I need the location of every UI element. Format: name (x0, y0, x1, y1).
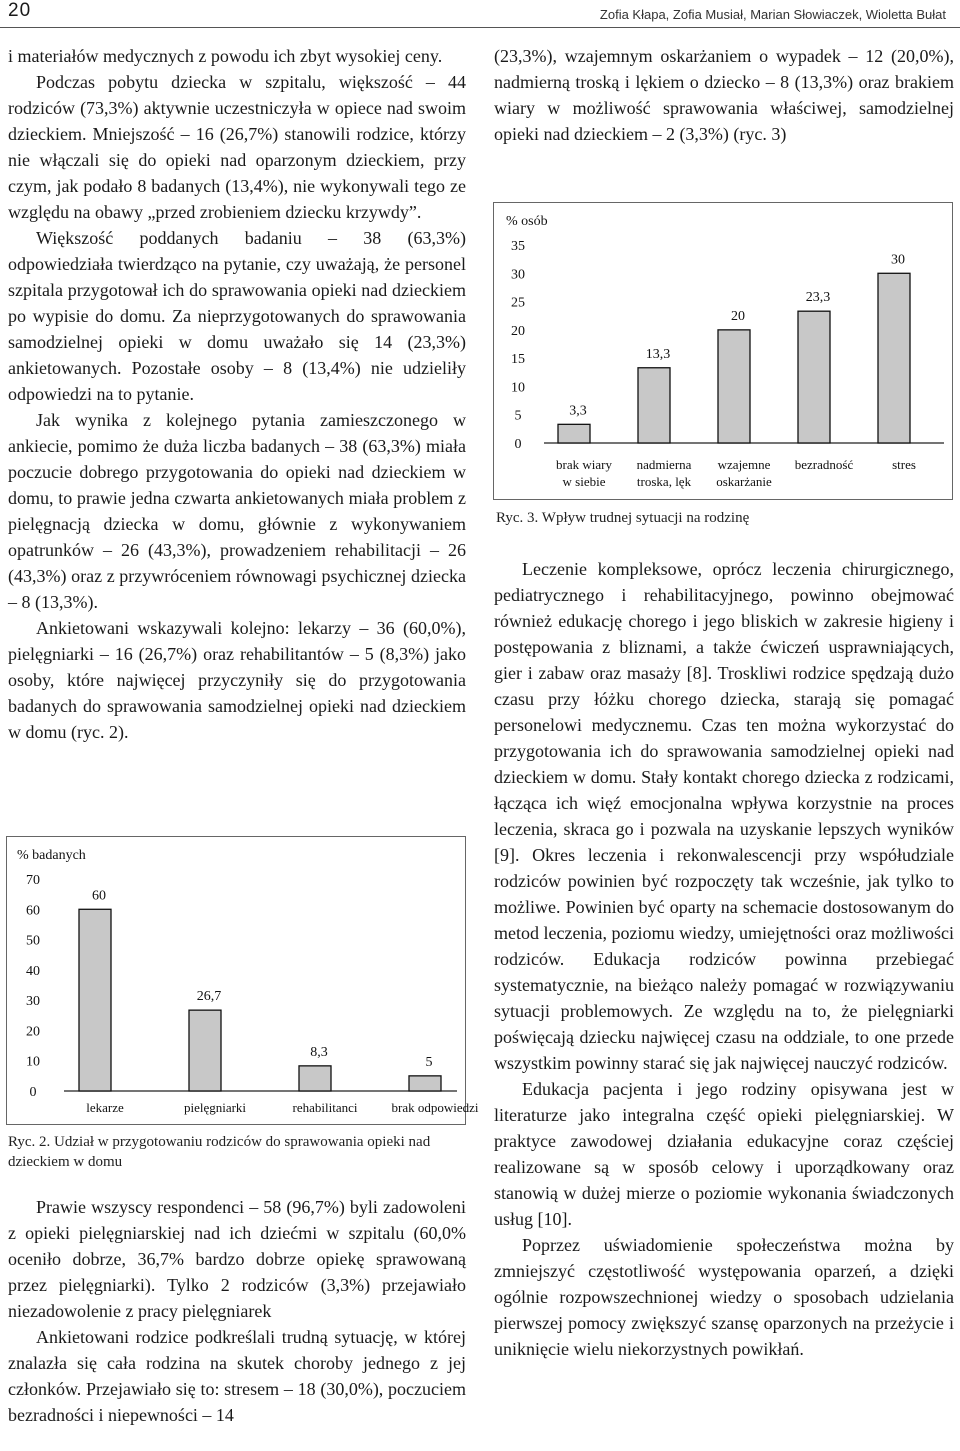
left-paragraph-5: Ankietowani wskazywali kolejno: lekarzy – 36 (60,0%), pielęgniarki – 16 (26,7%) oraz rehabilitantów – 5 (8,3%) jako osoby, które najwięcej przyczyniły się do przygotowania badanych do sprawowania samodzielnej opieki nad dzieckiem w domu (ryc. 2). (8, 618, 466, 742)
right-paragraph-1: (23,3%), wzajemnym oskarżaniem o wypadek – 12 (20,0%), nadmierną troską i lękiem o dziecko – 8 (13,3%) oraz brakiem wiary w możliwość sprawowania właściwej, samodzielnej opieki nad dzieckiem – 2 (3,3%) (ryc. 3) (494, 46, 954, 144)
figure-3-caption: Ryc. 3. Wpływ trudnej sytuacji na rodzinę (496, 510, 750, 526)
category-label: nadmierna (636, 457, 692, 472)
page-number: 20 (8, 0, 32, 21)
left-paragraph-1: i materiałów medycznych z powodu ich zbyt wysokiej ceny. (8, 46, 443, 66)
running-authors: Zofia Kłapa, Zofia Musiał, Marian Słowiaczek, Wioletta Bułat (599, 7, 946, 22)
y-axis-label: % badanych (17, 848, 86, 863)
y-tick-label: 30 (511, 267, 525, 283)
left-column-bottom (8, 1194, 466, 1428)
figure-2-caption: Ryc. 2. Udział w przygotowaniu rodziców do sprawowania opieki nad dzieckiem w domu (8, 1134, 431, 1170)
y-tick-label: 10 (26, 1054, 40, 1070)
data-label: 5 (425, 1054, 433, 1070)
category-label: brak wiary (556, 457, 612, 472)
right-column-bottom (494, 556, 954, 1362)
y-tick-label: 30 (26, 994, 40, 1010)
y-tick-label: 70 (26, 873, 40, 888)
left-paragraph-7: Ankietowani rodzice podkreślali trudną sytuację, w której znalazła się cała rodzina na skutek choroby jednego z jej członków. Przejawiało się to: stresem – 18 (30,0%), poczuciem bezradności i niepewności – 14 (8, 1327, 466, 1425)
y-tick-label: 5 (514, 408, 522, 424)
data-label: 26,7 (196, 989, 222, 1005)
data-label: 13,3 (645, 346, 671, 362)
category-label: w siebie (562, 474, 606, 489)
bar (878, 273, 910, 443)
bar (718, 330, 750, 443)
y-tick-label: 0 (514, 437, 522, 452)
data-label: 8,3 (310, 1044, 328, 1060)
chart-preparation (7, 837, 479, 1124)
left-paragraph-2: Podczas pobytu dziecka w szpitalu, większość – 44 rodziców (73,3%) aktywnie uczestniczyła w opiece nad swoim dzieckiem. Mniejszość – 16 (26,7%) stanowili rodzice, którzy nie włączali się do opieki nad oparzonym dzieckiem, przy czym, jak podało 8 badanych (13,4%), nie wykonywali tego ze względu na obawy „przed zrobieniem dziecku krzywdy”. (8, 72, 466, 222)
left-paragraph-4: Jak wynika z kolejnego pytania zamieszczonego w ankiecie, pomimo że duża liczba badanych – 38 (63,3%) miała poczucie dobrego przygotowania do opieki nad dzieckiem w domu, to prawie jedna czwarta ankietowanych miała problem z pielęgnacją dziecka w domu, głównie z wykonywaniem opatrunków – 26 (43,3%), prowadzeniem rehabilitacji – 26 (43,3%) oraz z przywróceniem równowagi psychicznej dziecka – 8 (13,3%). (8, 410, 466, 612)
category-label: brak odpowiedzi (391, 1100, 479, 1115)
bar (798, 311, 830, 443)
chart-family-impact (494, 203, 952, 499)
right-paragraph-3: Edukacja pacjenta i jego rodziny opisywana jest w literaturze jako integralna część opieki pielęgniarskiej. W praktyce zawodowej działania edukacyjne coraz częściej realizowane są w sposób celowy i uporządkowany oraz stanowią w dużej mierze o poziomie wykonania świadczonych usług [10]. (494, 1079, 954, 1229)
category-label: stres (892, 457, 916, 472)
bar (299, 1066, 331, 1091)
y-tick-label: 0 (29, 1085, 37, 1100)
page-header (0, 0, 960, 34)
figure-2-chart (6, 836, 479, 1125)
figure-3-chart (493, 202, 953, 500)
y-tick-label: 40 (26, 963, 40, 979)
category-label: troska, lęk (636, 474, 692, 489)
category-label: wzajemne (717, 457, 771, 472)
y-tick-label: 50 (26, 933, 40, 949)
right-column-top (494, 43, 954, 147)
left-paragraph-3: Większość poddanych badaniu – 38 (63,3%) odpowiedziała twierdząco na pytanie, czy uważają, że personel szpitala przygotował ich do sprawowania opieki nad dzieckiem po wypisie do domu. Za nieprzygotowanych do sprawowania samodzielnej opieki w domu uważało się 14 (23,3%) ankietowanych. Pozostałe osoby – 8 (13,4%) nie udzieliły odpowiedzi na to pytanie. (8, 228, 466, 404)
y-tick-label: 35 (511, 239, 525, 254)
data-label: 20 (731, 308, 745, 324)
category-label: oskarżanie (716, 474, 772, 489)
header-rule (0, 27, 960, 28)
left-column-top (8, 43, 466, 745)
data-label: 30 (891, 252, 905, 268)
category-label: bezradność (794, 457, 854, 472)
right-paragraph-2: Leczenie kompleksowe, oprócz leczenia chirurgicznego, pediatrycznego i rehabilitacyjnego, powinno obejmować również edukację chorego i jego bliskich w zakresie higieny i postępowania z bliznami, a także ćwiczeń usprawniających, gier i zabaw oraz masaży [8]. Troskliwi rodzice spędzają dużo czasu przy łóżku chorego dziecka, starają się pomagać personelowi medycznemu. Czas ten można wykorzystać do przygotowania ich do sprawowania samodzielnej opieki nad dzieckiem w domu. Stały kontakt chorego dziecka z rodzicami, łącząca ich więź emocjonalna wpływa korzystnie na proces leczenia, skraca go i pozwala na uzyskanie lepszych wyników [9]. Okres leczenia i rekonwalescencji przy współudziale rodziców powinien być rozpoczęty tak wcześnie, jak tylko to możliwe. Powinien być oparty na schemacie dostosowanym do metod leczenia, poziomu wiedzy, umiejętności oraz możliwości rodziców. Edukacja rodziców powinna przebiegać systematycznie, na bieżąco należy pomagać w rozwiązywaniu sytuacji problemowych. Ze względu na to, że pielęgniarki poświęcają dziecku najwięcej czasu na oddziale, to one przede wszystkim powinny starać się jak najwięcej nauczyć rodziców. (494, 559, 954, 1073)
y-tick-label: 20 (26, 1024, 40, 1040)
bar (638, 368, 670, 443)
bar (189, 1010, 221, 1091)
data-label: 60 (92, 888, 106, 904)
category-label: lekarze (86, 1100, 124, 1115)
y-tick-label: 20 (511, 323, 525, 339)
category-label: pielęgniarki (183, 1100, 247, 1115)
right-paragraph-4: Poprzez uświadomienie społeczeństwa można by zmniejszyć częstotliwość występowania oparzeń, a dzięki ogólnie rozpowszechnionej wiedzy o sposobach udzielania pierwszej pomocy zwiększyć szansę oparzonych na przeżycie i uniknięcie wielu niekorzystnych powikłań. (494, 1235, 954, 1359)
category-label: rehabilitanci (292, 1100, 358, 1115)
bar (558, 424, 590, 443)
data-label: 23,3 (805, 290, 831, 306)
data-label: 3,3 (569, 403, 587, 419)
y-axis-label: % osób (506, 214, 548, 229)
y-tick-label: 25 (511, 295, 525, 311)
bar (409, 1076, 441, 1091)
left-paragraph-6: Prawie wszyscy respondenci – 58 (96,7%) byli zadowoleni z opieki pielęgniarskiej nad ich dziećmi w szpitalu (60,0% oceniło dobrze, 36,7% bardzo dobrze opiekę sprawowaną przez pielęgniarki). Tylko 2 rodziców (3,3%) przejawiało niezadowolenie z pracy pielęgniarek (8, 1197, 466, 1321)
y-tick-label: 60 (26, 903, 40, 919)
bar (79, 909, 111, 1091)
y-tick-label: 15 (511, 352, 525, 368)
y-tick-label: 10 (511, 380, 525, 396)
